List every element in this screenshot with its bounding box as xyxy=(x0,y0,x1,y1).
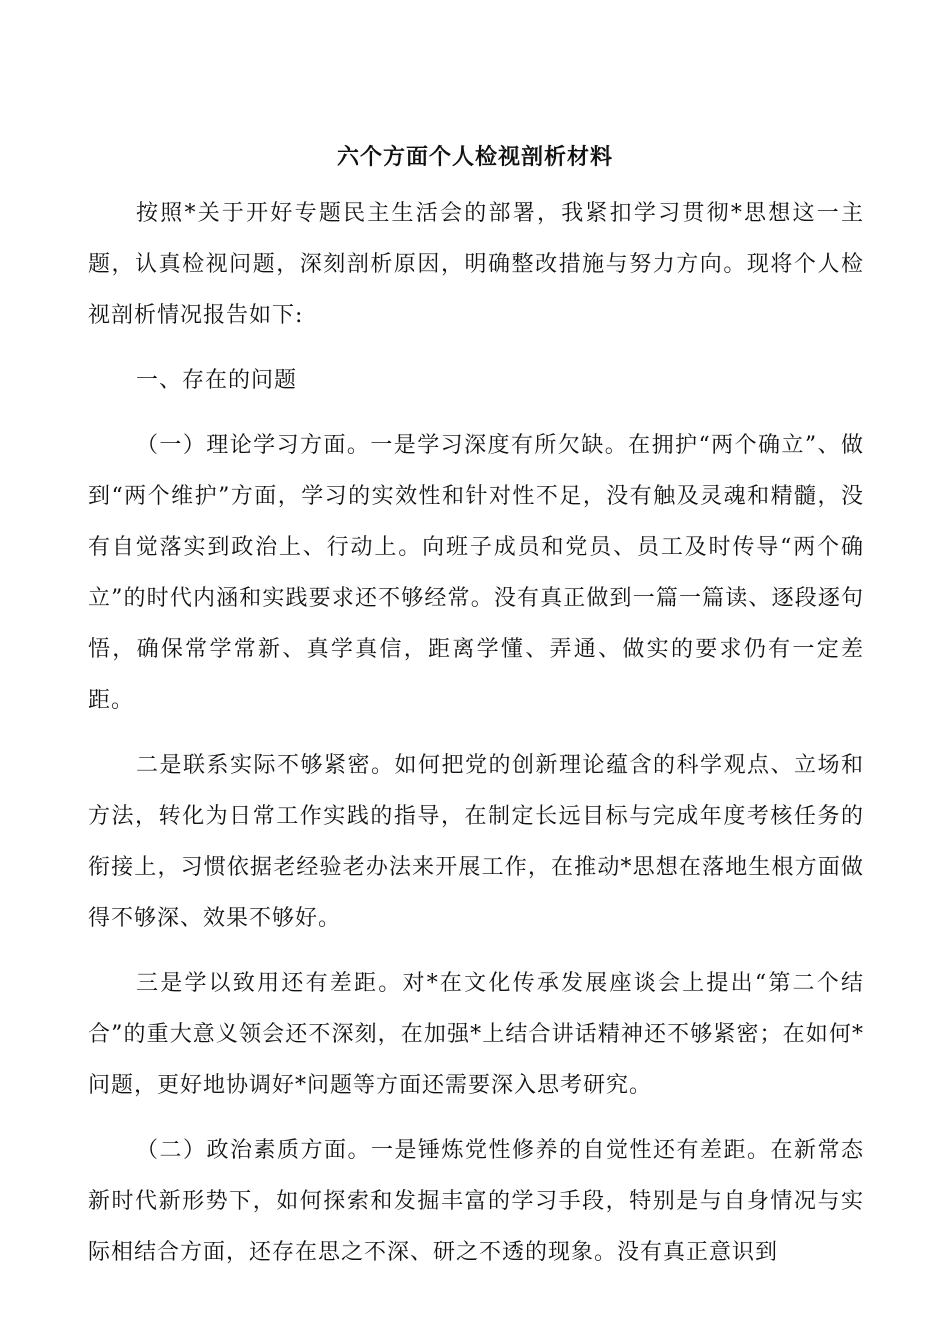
paragraph-practice-link: 二是联系实际不够紧密。如何把党的创新理论蕴含的科学观点、立场和方法，转化为日常工作实践的指导，在制定长远目标与完成年度考核任务的衔接上，习惯依据老经验老办法来开展工作，在推动*思想在落地生根方面做得不够深、效果不够好。 xyxy=(88,753,864,931)
document-title: 六个方面个人检视剖析材料 xyxy=(336,144,613,170)
paragraph-intro: 按照*关于开好专题民主生活会的部署，我紧扣学习贯彻*思想这一主题，认真检视问题，深刻剖析原因，明确整改措施与努力方向。现将个人检视剖析情况报告如下: xyxy=(88,201,864,328)
paragraph-political-quality: （二）政治素质方面。一是锤炼党性修养的自觉性还有差距。在新常态新时代新形势下，如何探索和发掘丰富的学习手段，特别是与自身情况与实际相结合方面，还存在思之不深、研之不透的现象。没有真正意识到 xyxy=(88,1138,864,1265)
section-heading: 一、存在的问题 xyxy=(136,368,298,393)
paragraph-theory-study: （一）理论学习方面。一是学习深度有所欠缺。在拥护“两个确立”、做到“两个维护”方面，学习的实效性和针对性不足，没有触及灵魂和精髓，没有自觉落实到政治上、行动上。向班子成员和党员、员工及时传导“两个确立”的时代内涵和实践要求还不够经常。没有真正做到一篇一篇读、逐段逐句悟，确保常学常新、真学真信，距离学懂、弄通、做实的要求仍有一定差距。 xyxy=(88,433,864,713)
paragraph-application-gap: 三是学以致用还有差距。对*在文化传承发展座谈会上提出“第二个结合”的重大意义领会还不深刻，在加强*上结合讲话精神还不够紧密；在如何*问题，更好地协调好*问题等方面还需要深入思考研究。 xyxy=(88,971,864,1098)
document-body xyxy=(88,188,864,1292)
